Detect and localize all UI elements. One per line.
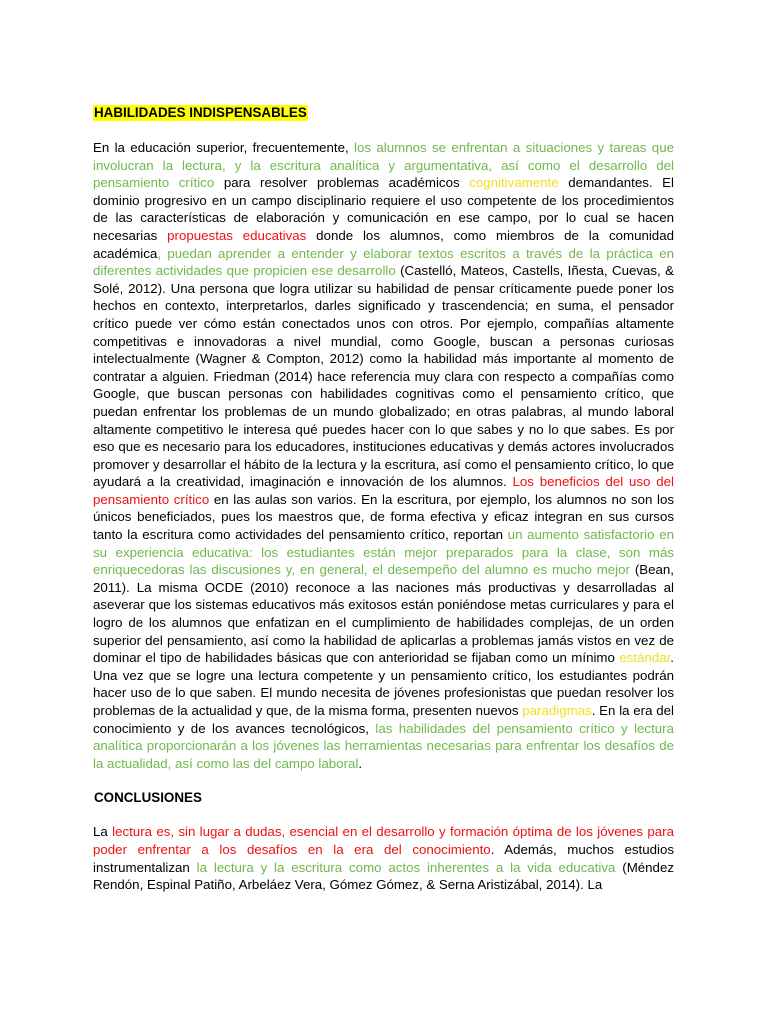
text-segment-plain: (Bean, 2011). La misma OCDE (2010) reconoce a las naciones más productivas y desarrolladas al aseverar que los sistemas educativos más exitosos están poniéndose metas curriculares y para el logro de los alumnos que enfatizan en el cumplimiento de habilidades complejas, de un orden superior del pensamiento, así como la habilidad de aplicarlas a problemas jamás vistos en vez de dominar el tipo de habilidades básicas que con anterioridad se fijaban como un mínimo <box>93 562 674 666</box>
text-segment-green: los alumnos se enfrentan a situaciones y tareas que involucran la lectura, y la escritura analítica y argumentativa, así como el desarrollo del pensamiento crítico <box>93 140 674 191</box>
text-segment-plain: . <box>358 755 363 771</box>
text-segment-plain: En la educación superior, frecuentemente, <box>93 140 355 155</box>
text-segment-green: las habilidades del pensamiento crítico y lectura analítica proporcionarán a los jóvenes las herramientas necesarias para enfrentar los desafíos de la actualidad, así como las del campo laboral <box>93 720 674 771</box>
text-segment-plain: demandantes. El dominio progresivo en un campo disciplinario requiere el uso competente de los procedimientos de las características de elaboración y comunicación en ese campo, por lo cual se hacen necesarias <box>93 175 674 243</box>
text-segment-green: , puedan aprender a entender y elaborar textos escritos a través de la práctica en diferentes actividades que propicien ese desarrollo <box>93 245 674 279</box>
text-segment-plain: (Méndez Rendón, Espinal Patiño, Arbeláez Vera, Gómez Gómez, & Serna Aristizábal, 2014). La <box>93 859 674 893</box>
text-segment-plain: . En la era del conocimiento y de los avances tecnológicos, <box>93 703 674 736</box>
section-conclusiones <box>93 789 674 893</box>
document-page <box>93 104 674 894</box>
paragraph-habilidades <box>93 139 674 772</box>
text-segment-red: Los beneficios del uso del pensamiento crítico <box>93 474 674 507</box>
heading-habilidades-indispensables: HABILIDADES INDISPENSABLES <box>94 105 307 120</box>
paragraph-conclusiones <box>93 823 674 893</box>
text-segment-plain: donde los alumnos, como miembros de la comunidad académica <box>93 227 674 261</box>
text-segment-red: propuestas educativas <box>167 227 307 243</box>
text-segment-yellow: paradigmas <box>522 703 592 718</box>
text-segment-green: la lectura y la escritura como actos inherentes a la vida educativa <box>196 859 616 875</box>
heading-conclusiones: CONCLUSIONES <box>94 790 202 806</box>
text-segment-plain: para resolver problemas académicos <box>214 175 470 191</box>
text-segment-plain: . Además, muchos estudios instrumentalizan <box>93 841 674 875</box>
text-segment-red: lectura es, sin lugar a dudas, esencial en el desarrollo y formación óptima de los jóvenes para poder enfrentar a los desafíos en la era del conocimiento <box>93 824 674 857</box>
text-segment-plain: La <box>93 824 113 840</box>
text-segment-plain: (Castelló, Mateos, Castells, Iñesta, Cuevas, & Solé, 2012). Una persona que logra utilizar su habilidad de pensar críticamente puede poner los hechos en contexto, interpretarlos, darles significado y trascendencia; en suma, el pensador crítico puede ver cómo están conectados unos con otros. Por ejemplo, compañías altamente competitivas e innovadoras a nivel mundial, como Google, buscan a personas curiosas intelectualmente (Wagner & Compton, 2012) como la habilidad más importante al momento de contratar a alguien. Friedman (2014) hace referencia muy clara con respecto a compañías como Google, que buscan personas con habilidades cognitivas como el pensamiento crítico, que puedan enfrentar los problemas de un mundo globalizado; en otras palabras, al mundo laboral altamente competitivo le interesa qué puedes hacer con lo que sabes y no lo que sabes. Es por eso que es necesario para los educadores, instituciones educativas y demás actores involucrados promover y desarrollar el hábito de la lectura y la escritura, así como el pensamiento crítico, lo que ayudará a la creatividad, imaginación e innovación de los alumnos. <box>93 263 674 490</box>
text-segment-plain: en las aulas son varios. En la escritura, por ejemplo, los alumnos no son los únicos beneficiados, pues los maestros que, de forma efectiva y eficaz integran en sus cursos tanto la escritura como actividades del pensamiento crítico, reportan <box>93 491 674 543</box>
text-segment-yellow: cognitivamente <box>469 175 559 191</box>
text-segment-yellow: estándar <box>619 650 671 666</box>
section-habilidades <box>93 104 674 772</box>
text-segment-plain: . Una vez que se logre una lectura competente y un pensamiento crítico, los estudiantes podrán hacer uso de lo que saben. El mundo necesita de jóvenes profesionistas que puedan resolver los problemas de la actualidad y que, de la misma forma, presenten nuevos <box>93 650 674 718</box>
text-segment-green: un aumento satisfactorio en su experiencia educativa: los estudiantes están mejor preparados para la clase, son más enriquecedoras las discusiones y, en general, el desempeño del alumno es mucho mejor <box>93 527 674 578</box>
